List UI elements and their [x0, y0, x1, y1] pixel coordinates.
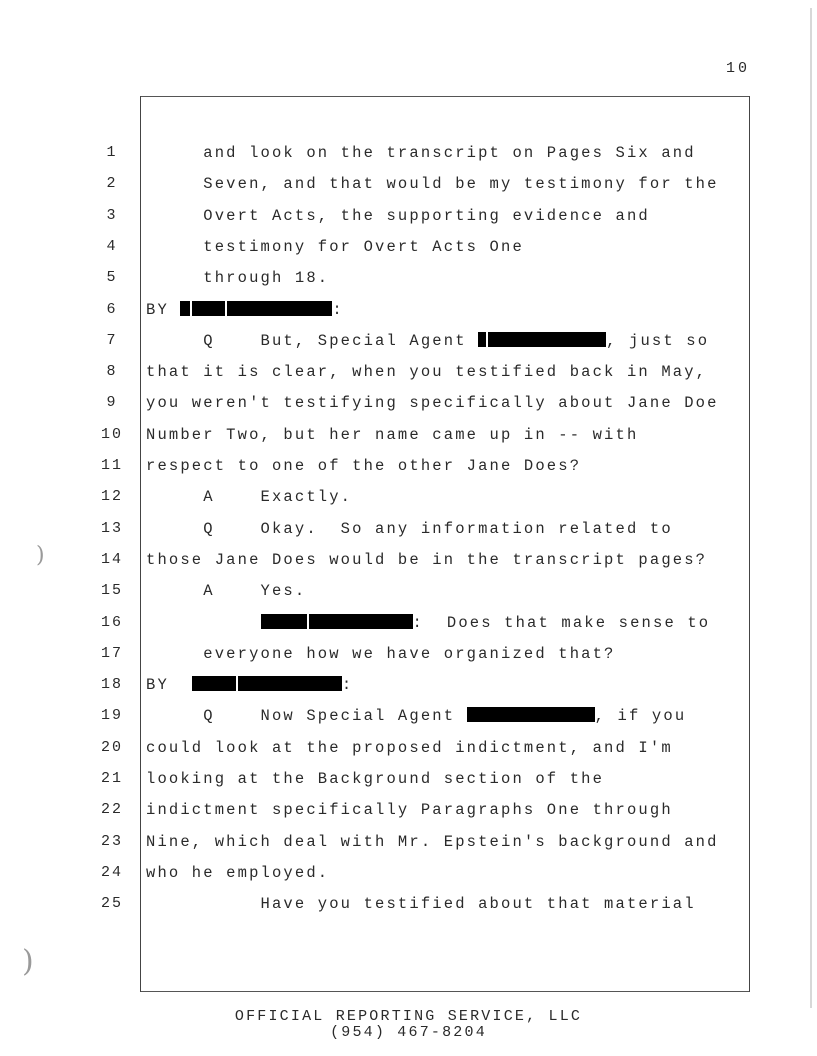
margin-bracket-mark: ) [36, 543, 45, 568]
transcript-line [146, 614, 710, 632]
transcript-line [146, 394, 719, 412]
transcript-line-text: looking at the Background section of the [146, 770, 605, 788]
line-number: 12 [100, 488, 123, 505]
transcript-box-bottom-rule [140, 991, 749, 992]
line-number: 23 [100, 833, 123, 850]
redaction-bar [192, 676, 342, 691]
transcript-box-left-rule [140, 96, 141, 992]
scan-edge [810, 8, 812, 1008]
transcript-line-text-after-redaction: : [341, 676, 354, 694]
transcript-line-text: testimony for Overt Acts One [146, 238, 524, 256]
transcript-line-text: those Jane Does would be in the transcript pages? [146, 551, 708, 569]
transcript-line [146, 175, 719, 193]
transcript-line [146, 707, 686, 725]
transcript-line-text: everyone how we have organized that? [146, 645, 616, 663]
redaction-bar [180, 301, 332, 316]
line-number: 14 [100, 551, 123, 568]
line-number: 10 [100, 426, 123, 443]
line-number: 3 [106, 207, 118, 224]
transcript-line-text: respect to one of the other Jane Does? [146, 457, 582, 475]
transcript-line [146, 426, 638, 444]
transcript-line [146, 551, 707, 569]
transcript-line [146, 833, 719, 851]
line-number: 19 [100, 707, 123, 724]
transcript-line [146, 301, 344, 319]
transcript-line [146, 895, 696, 913]
line-number: 25 [100, 895, 123, 912]
line-number: 8 [106, 363, 118, 380]
line-number: 9 [106, 394, 118, 411]
line-number: 4 [106, 238, 118, 255]
transcript-line-text: Seven, and that would be my testimony for the [146, 175, 719, 193]
redaction-bar [261, 614, 413, 629]
transcript-line-text: who he employed. [146, 864, 330, 882]
transcript-line-text: A Exactly. [146, 488, 353, 506]
transcript-line [146, 770, 604, 788]
line-number: 1 [106, 144, 118, 161]
line-number: 16 [100, 614, 123, 631]
line-number: 15 [100, 582, 123, 599]
transcript-line [146, 676, 353, 694]
transcript-line [146, 363, 707, 381]
transcript-line-text: you weren't testifying specifically about Jane Doe [146, 394, 719, 412]
transcript-line [146, 488, 352, 506]
transcript-line-text: Q Okay. So any information related to [146, 520, 673, 538]
transcript-line-text: BY [146, 676, 192, 694]
transcript-line-text: Overt Acts, the supporting evidence and [146, 207, 650, 225]
transcript-line [146, 582, 306, 600]
transcript-line [146, 801, 673, 819]
transcript-line [146, 457, 581, 475]
transcript-line-text: BY [146, 301, 181, 319]
transcript-line-text: through 18. [146, 269, 330, 287]
transcript-line [146, 269, 329, 287]
line-number: 17 [100, 645, 123, 662]
redaction-bar [478, 332, 606, 347]
transcript-line [146, 207, 650, 225]
transcript-line-text: A Yes. [146, 582, 307, 600]
transcript-line-text [146, 614, 261, 632]
page-number: 10 [726, 60, 751, 77]
transcript-line [146, 238, 524, 256]
line-number: 7 [106, 332, 118, 349]
transcript-line-text-after-redaction: : Does that make sense to [412, 614, 711, 632]
transcript-line-text-after-redaction: : [332, 301, 344, 319]
transcript-line-text: Q Now Special Agent [146, 707, 467, 725]
line-number: 18 [100, 676, 123, 693]
transcript-line [146, 144, 696, 162]
line-number: 5 [106, 269, 118, 286]
transcript-line [146, 332, 709, 350]
margin-hole-punch-mark: ) [22, 944, 34, 979]
transcript-line [146, 864, 329, 882]
transcript-line-text: that it is clear, when you testified back in May, [146, 363, 708, 381]
transcript-line-text: Nine, which deal with Mr. Epstein's background and [146, 833, 719, 851]
footer-phone: (954) 467-8204 [330, 1024, 487, 1041]
line-number: 2 [106, 175, 118, 192]
transcript-line-text: could look at the proposed indictment, and I'm [146, 739, 673, 757]
transcript-line [146, 520, 673, 538]
transcript-line-text: indictment specifically Paragraphs One through [146, 801, 673, 819]
transcript-box-top-rule [140, 96, 749, 97]
transcript-box-right-rule [749, 96, 750, 992]
line-number: 22 [100, 801, 123, 818]
transcript-line-text: Number Two, but her name came up in -- with [146, 426, 639, 444]
transcript-line [146, 739, 673, 757]
line-number: 20 [100, 739, 123, 756]
transcript-line-text: Q But, Special Agent [146, 332, 479, 350]
line-number: 24 [100, 864, 123, 881]
redaction-bar [467, 707, 595, 722]
transcript-line-text: and look on the transcript on Pages Six and [146, 144, 696, 162]
line-number: 11 [100, 457, 123, 474]
transcript-line [146, 645, 616, 663]
transcript-line-text-after-redaction: , just so [606, 332, 710, 350]
footer-company: OFFICIAL REPORTING SERVICE, LLC [234, 1008, 583, 1025]
transcript-line-text: Have you testified about that material [146, 895, 696, 913]
transcript-line-text-after-redaction: , if you [594, 707, 687, 725]
line-number: 6 [106, 301, 118, 318]
line-number: 13 [100, 520, 123, 537]
line-number: 21 [100, 770, 123, 787]
